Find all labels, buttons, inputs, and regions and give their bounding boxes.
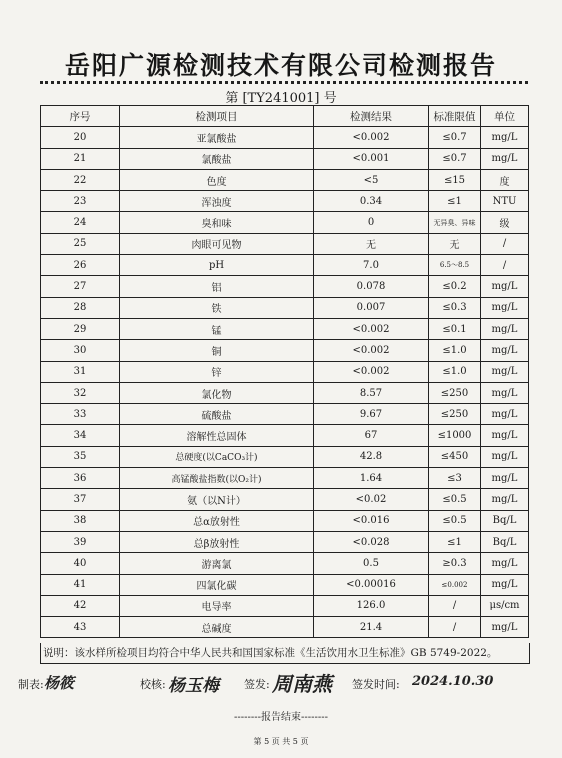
row-unit: mg/L [481,382,529,403]
row-unit: μs/cm [481,595,529,616]
row-item: 氯化物 [120,382,314,403]
table-row [41,553,529,574]
table-row [41,595,529,616]
header-limit: 标准限值 [429,106,481,127]
row-result: 0.34 [314,191,429,212]
row-item: 铝 [120,276,314,297]
table-row [41,169,529,190]
row-item: 锌 [120,361,314,382]
header-result: 检测结果 [314,106,429,127]
row-item: 锰 [120,318,314,339]
row-unit: NTU [481,191,529,212]
row-limit: ≤3 [429,468,481,489]
row-limit: ≤450 [429,446,481,467]
table-row [41,297,529,318]
row-unit: / [481,233,529,254]
row-unit: 度 [481,169,529,190]
row-index: 20 [41,127,120,148]
table-row [41,489,529,510]
report-number: 第 [TY241001] 号 [225,91,337,106]
row-limit: ≥0.3 [429,553,481,574]
row-limit: 6.5～8.5 [429,255,481,276]
table-row [41,276,529,297]
row-unit: mg/L [481,404,529,425]
row-result: <0.02 [314,489,429,510]
row-limit: ≤0.5 [429,489,481,510]
row-item: 游离氯 [120,553,314,574]
row-limit: ≤0.7 [429,127,481,148]
row-unit: mg/L [481,361,529,382]
row-limit: ≤1000 [429,425,481,446]
row-index: 36 [41,468,120,489]
row-item: 硫酸盐 [120,404,314,425]
row-result: 21.4 [314,617,429,638]
row-unit: mg/L [481,574,529,595]
report-end-marker: --------报告结束-------- [233,712,329,723]
row-unit: / [481,255,529,276]
row-index: 40 [41,553,120,574]
row-item: 臭和味 [120,212,314,233]
table-row [41,404,529,425]
table-row [41,255,529,276]
report-title: 岳阳广源检测技术有限公司检测报告 [64,51,497,80]
row-result: 0.007 [314,297,429,318]
row-index: 25 [41,233,120,254]
row-index: 42 [41,595,120,616]
row-index: 28 [41,297,120,318]
row-unit: mg/L [481,617,529,638]
row-limit: / [429,617,481,638]
title-divider [40,81,528,84]
table-row [41,191,529,212]
row-result: <0.028 [314,531,429,552]
table-row [41,212,529,233]
row-item: 铜 [120,340,314,361]
row-index: 26 [41,255,120,276]
row-unit: Bq/L [481,510,529,531]
row-unit: mg/L [481,489,529,510]
table-row [41,617,529,638]
issue-date-label: 签发时间: [352,678,400,691]
row-limit: ≤0.7 [429,148,481,169]
row-limit: ≤0.5 [429,510,481,531]
issued-signature: 周南燕 [272,672,332,696]
row-result: 1.64 [314,468,429,489]
row-unit: mg/L [481,127,529,148]
checked-signature: 杨玉梅 [168,676,219,696]
row-index: 21 [41,148,120,169]
row-index: 37 [41,489,120,510]
row-result: <5 [314,169,429,190]
row-unit: Bq/L [481,531,529,552]
table-row [41,361,529,382]
table-row [41,127,529,148]
row-limit: ≤1.0 [429,340,481,361]
row-result: 126.0 [314,595,429,616]
table-row [41,531,529,552]
row-unit: mg/L [481,148,529,169]
row-result: <0.002 [314,127,429,148]
row-result: 67 [314,425,429,446]
table-row [41,574,529,595]
row-limit: / [429,595,481,616]
row-unit: mg/L [481,276,529,297]
row-index: 41 [41,574,120,595]
row-item: 浑浊度 [120,191,314,212]
row-result: 0 [314,212,429,233]
row-result: 8.57 [314,382,429,403]
row-index: 27 [41,276,120,297]
row-result: 0.5 [314,553,429,574]
row-index: 35 [41,446,120,467]
page-number: 第 5 页 共 5 页 [253,737,309,746]
table-row [41,425,529,446]
row-index: 32 [41,382,120,403]
row-limit: ≤0.2 [429,276,481,297]
row-result: <0.002 [314,361,429,382]
prepared-label: 制表: [18,678,44,691]
issue-date-value: 2024.10.30 [412,674,494,689]
test-results-table [40,105,529,638]
row-index: 43 [41,617,120,638]
row-result: <0.002 [314,340,429,361]
row-item: 铁 [120,297,314,318]
row-index: 29 [41,318,120,339]
row-index: 39 [41,531,120,552]
issued-label: 签发: [244,678,270,691]
row-limit: ≤1 [429,191,481,212]
row-item: 色度 [120,169,314,190]
header-item: 检测项目 [120,106,314,127]
table-row [41,468,529,489]
row-index: 38 [41,510,120,531]
row-item: 四氯化碳 [120,574,314,595]
row-unit: mg/L [481,425,529,446]
table-row [41,233,529,254]
row-limit: ≤15 [429,169,481,190]
row-unit: mg/L [481,297,529,318]
table-row [41,318,529,339]
row-limit: 无 [429,233,481,254]
row-item: 高锰酸盐指数(以O₂计) [120,468,314,489]
table-header-row [41,106,529,127]
row-limit: ≤0.002 [429,574,481,595]
row-unit: mg/L [481,446,529,467]
row-result: <0.00016 [314,574,429,595]
row-limit: ≤0.3 [429,297,481,318]
row-unit: 级 [481,212,529,233]
conclusion-note: 说明：该水样所检项目均符合中华人民共和国国家标准《生活饮用水卫生标准》GB 5749-2022。 [40,643,530,664]
row-item: 总β放射性 [120,531,314,552]
row-limit: ≤250 [429,382,481,403]
row-result: 7.0 [314,255,429,276]
row-index: 22 [41,169,120,190]
row-item: 氨（以N计） [120,489,314,510]
row-limit: ≤250 [429,404,481,425]
row-result: 无 [314,233,429,254]
header-index: 序号 [41,106,120,127]
row-item: 溶解性总固体 [120,425,314,446]
table-row [41,382,529,403]
row-item: pH [120,255,314,276]
row-result: <0.002 [314,318,429,339]
header-unit: 单位 [481,106,529,127]
row-result: <0.001 [314,148,429,169]
row-index: 34 [41,425,120,446]
prepared-signature: 杨筱 [44,674,75,692]
row-item: 氯酸盐 [120,148,314,169]
table-row [41,340,529,361]
row-unit: mg/L [481,553,529,574]
row-index: 33 [41,404,120,425]
row-result: 0.078 [314,276,429,297]
row-item: 总硬度(以CaCO₃计) [120,446,314,467]
row-result: <0.016 [314,510,429,531]
row-index: 31 [41,361,120,382]
row-item: 亚氯酸盐 [120,127,314,148]
row-item: 肉眼可见物 [120,233,314,254]
row-limit: ≤1 [429,531,481,552]
row-item: 总α放射性 [120,510,314,531]
row-index: 24 [41,212,120,233]
row-item: 电导率 [120,595,314,616]
row-limit: ≤0.1 [429,318,481,339]
row-limit: ≤1.0 [429,361,481,382]
row-result: 9.67 [314,404,429,425]
row-result: 42.8 [314,446,429,467]
checked-label: 校核: [140,678,166,691]
table-row [41,148,529,169]
row-unit: mg/L [481,318,529,339]
row-unit: mg/L [481,468,529,489]
table-row [41,446,529,467]
row-limit: 无异臭、异味 [429,212,481,233]
row-unit: mg/L [481,340,529,361]
row-index: 23 [41,191,120,212]
row-item: 总碱度 [120,617,314,638]
row-index: 30 [41,340,120,361]
table-row [41,510,529,531]
